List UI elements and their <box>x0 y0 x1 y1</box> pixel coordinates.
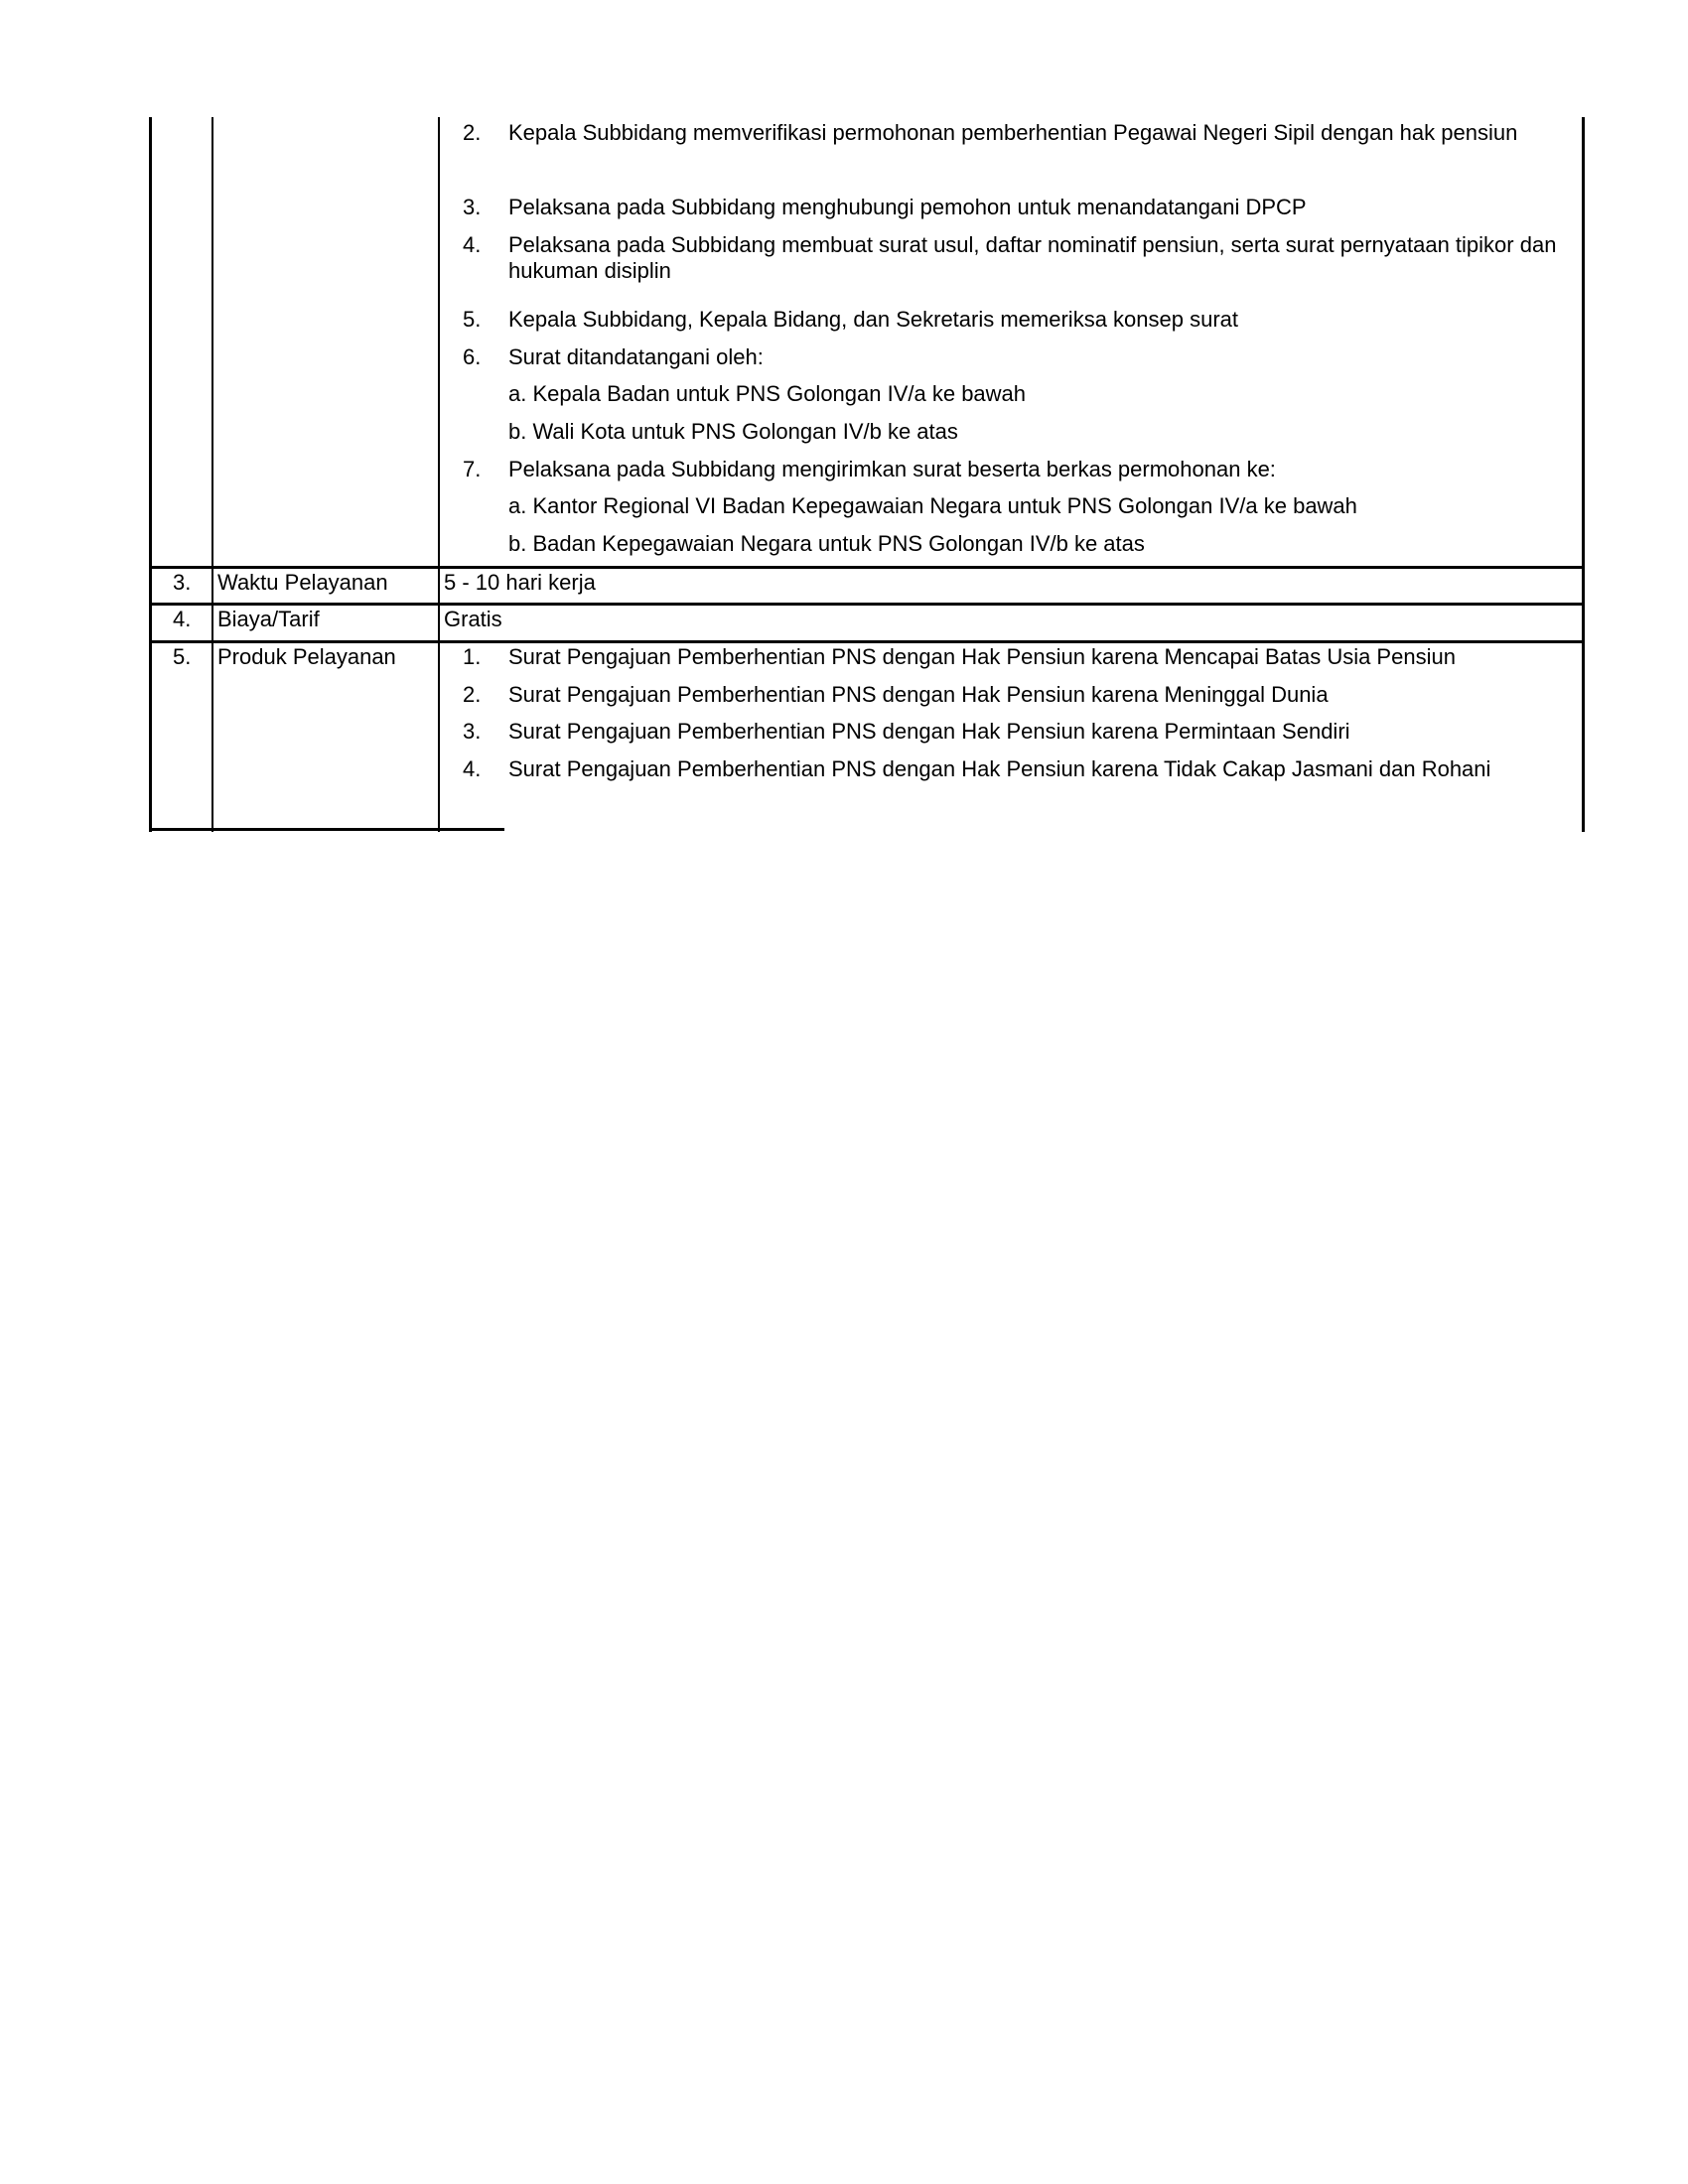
row-value: Gratis <box>444 607 502 631</box>
table-col2-divider <box>438 117 440 832</box>
row-number: 5. <box>173 644 192 669</box>
step-number: 4. <box>463 232 482 257</box>
product-number: 3. <box>463 719 482 744</box>
row-divider-3 <box>149 566 1585 569</box>
row-number: 4. <box>173 607 192 631</box>
table-bottom-border <box>149 828 504 831</box>
step-number: 7. <box>463 457 482 481</box>
product-number: 1. <box>463 644 482 669</box>
product-text: Surat Pengajuan Pemberhentian PNS dengan Hak Pensiun karena Tidak Cakap Jasmani dan Rohani <box>508 756 1491 781</box>
row-value: 5 - 10 hari kerja <box>444 570 596 595</box>
step-subitem: a. Kantor Regional VI Badan Kepegawaian Negara untuk PNS Golongan IV/a ke bawah <box>508 493 1357 518</box>
row-label: Biaya/Tarif <box>217 607 320 631</box>
product-number: 2. <box>463 682 482 707</box>
step-number: 2. <box>463 120 482 145</box>
step-subitem: b. Wali Kota untuk PNS Golongan IV/b ke atas <box>508 419 958 444</box>
step-text: Pelaksana pada Subbidang menghubungi pemohon untuk menandatangani DPCP <box>508 195 1307 219</box>
product-text: Surat Pengajuan Pemberhentian PNS dengan Hak Pensiun karena Meninggal Dunia <box>508 682 1329 707</box>
step-subitem: a. Kepala Badan untuk PNS Golongan IV/a ke bawah <box>508 381 1027 406</box>
product-text: Surat Pengajuan Pemberhentian PNS dengan Hak Pensiun karena Permintaan Sendiri <box>508 719 1350 744</box>
product-text: Surat Pengajuan Pemberhentian PNS dengan Hak Pensiun karena Mencapai Batas Usia Pensiun <box>508 644 1456 669</box>
step-number: 3. <box>463 195 482 219</box>
step-number: 5. <box>463 307 482 332</box>
product-number: 4. <box>463 756 482 781</box>
step-number: 6. <box>463 344 482 369</box>
row-label: Produk Pelayanan <box>217 644 396 669</box>
table-col1-divider <box>211 117 213 832</box>
table-left-border <box>149 117 152 832</box>
table-right-border <box>1582 117 1585 832</box>
step-text: Surat ditandatangani oleh: <box>508 344 764 369</box>
step-text: Kepala Subbidang memverifikasi permohonan pemberhentian Pegawai Negeri Sipil dengan hak pensiun <box>508 120 1518 145</box>
step-subitem: b. Badan Kepegawaian Negara untuk PNS Golongan IV/b ke atas <box>508 531 1145 556</box>
row-divider-4 <box>149 603 1585 606</box>
row-divider-5 <box>149 640 1585 643</box>
step-text: Kepala Subbidang, Kepala Bidang, dan Sekretaris memeriksa konsep surat <box>508 307 1239 332</box>
row-label: Waktu Pelayanan <box>217 570 388 595</box>
step-text: Pelaksana pada Subbidang membuat surat usul, daftar nominatif pensiun, serta surat pernyataan tipikor dan hukuman disiplin <box>508 232 1557 283</box>
row-number: 3. <box>173 570 192 595</box>
step-text: Pelaksana pada Subbidang mengirimkan surat beserta berkas permohonan ke: <box>508 457 1276 481</box>
